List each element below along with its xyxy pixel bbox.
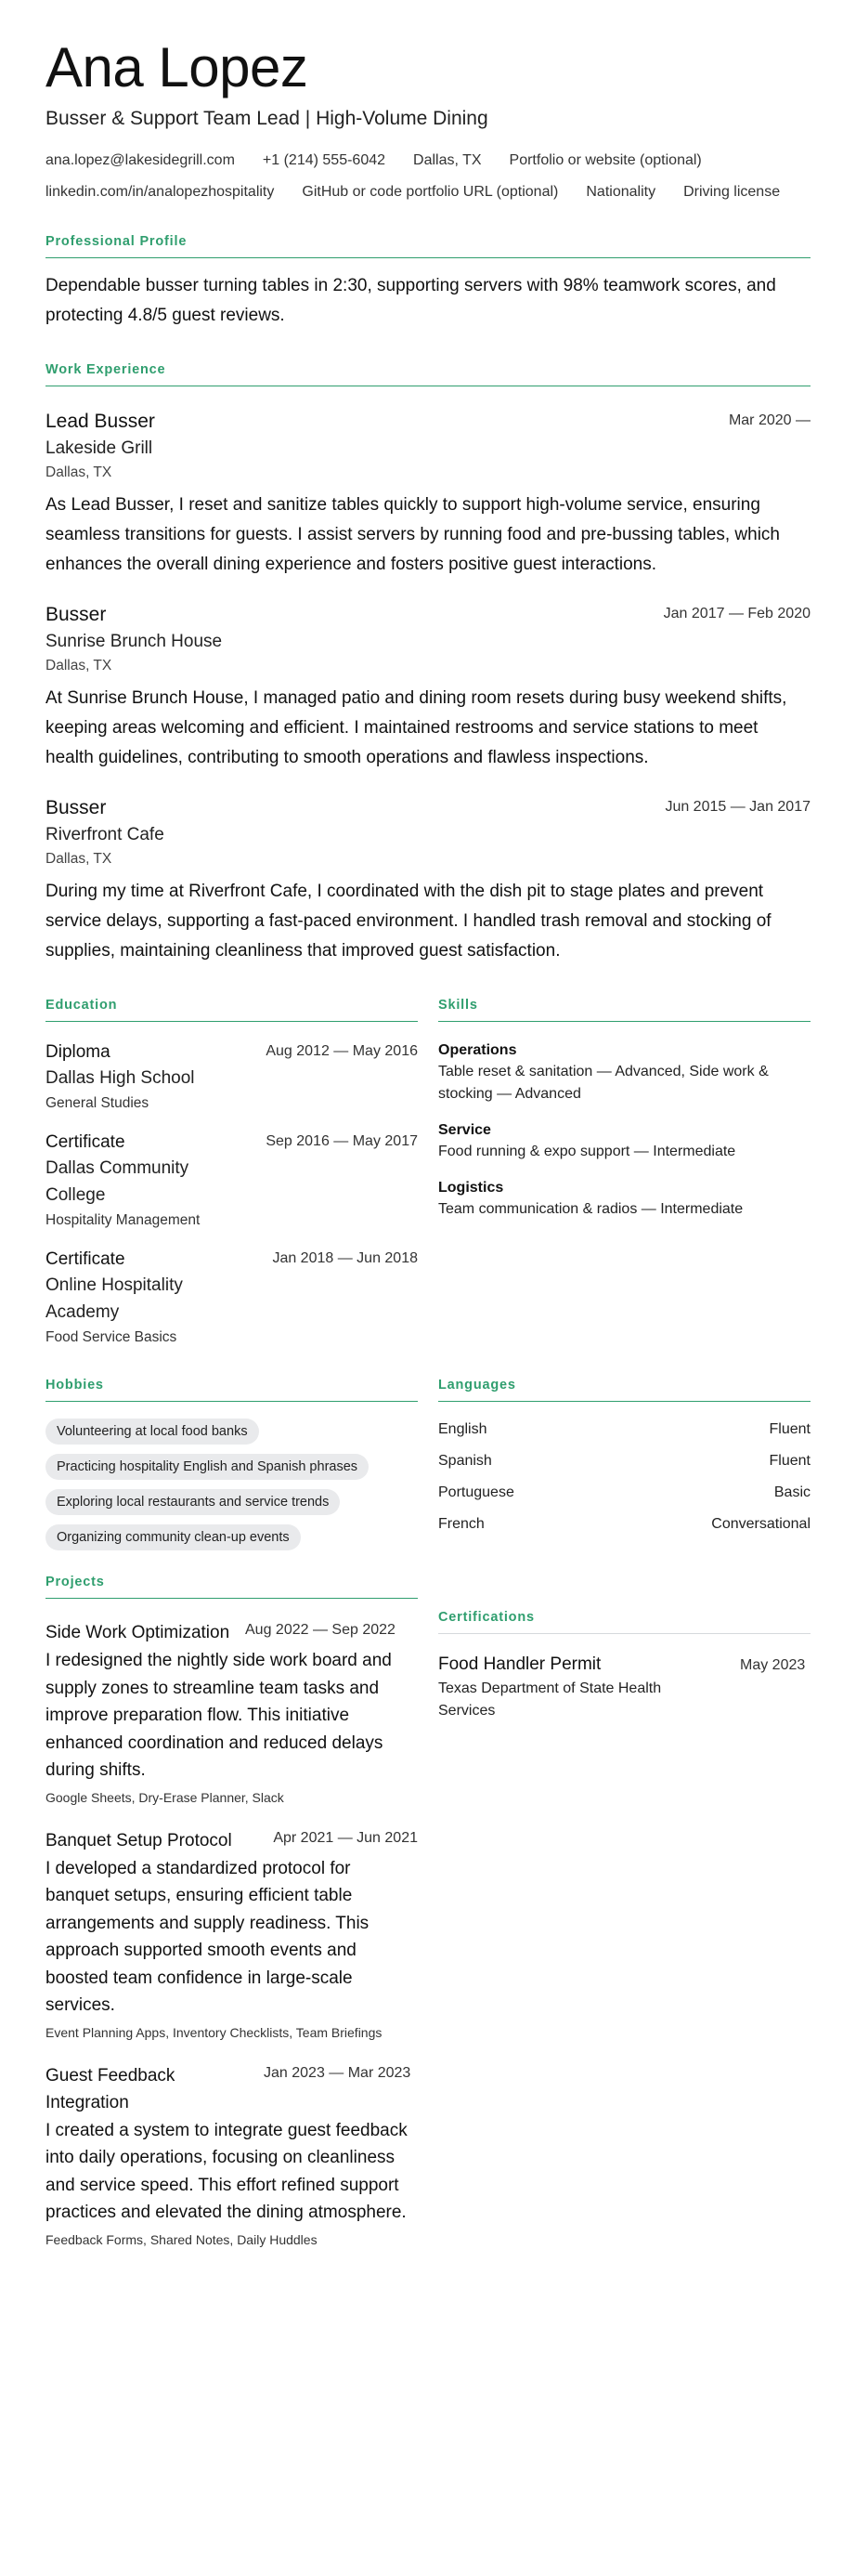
hobbies-languages-row bbox=[45, 1378, 811, 1550]
section-title: Hobbies bbox=[45, 1378, 418, 1402]
contact-driving-license: Driving license bbox=[683, 184, 781, 200]
job-company: Lakeside Grill bbox=[45, 438, 153, 458]
project-tools: Event Planning Apps, Inventory Checklists, Team Briefings bbox=[45, 2024, 383, 2040]
skill-category: Service bbox=[438, 1122, 491, 1138]
projects-certifications-row bbox=[45, 1575, 811, 2249]
skill-items: Team communication & radios — Intermediate bbox=[438, 1201, 744, 1217]
education-school: Online Hospitality Academy bbox=[45, 1275, 183, 1322]
section-title: Skills bbox=[438, 998, 811, 1022]
skill-group bbox=[438, 1122, 811, 1163]
contact-location: Dallas, TX bbox=[413, 152, 482, 168]
project-date: Apr 2021 — Jun 2021 bbox=[273, 1829, 418, 1846]
section-title: Work Experience bbox=[45, 362, 811, 386]
education-field: Hospitality Management bbox=[45, 1212, 201, 1228]
hobby-chip: Volunteering at local food banks bbox=[45, 1419, 259, 1445]
language-name: Portuguese bbox=[438, 1484, 514, 1500]
skill-category: Operations bbox=[438, 1042, 517, 1058]
project-title: Banquet Setup Protocol bbox=[45, 1830, 232, 1850]
language-row bbox=[438, 1484, 811, 1502]
education-degree: Certificate bbox=[45, 1249, 125, 1269]
profile-text: Dependable busser turning tables in 2:30, supporting servers with 98% teamwork scores, and protecting 4.8/5 guest reviews. bbox=[45, 276, 776, 325]
project-description: I created a system to integrate guest feedback into daily operations, focusing on cleanliness and service speed. This effort refined support practices and elevated the dining atmosphere. bbox=[45, 2120, 408, 2222]
experience-section bbox=[45, 362, 811, 966]
skill-category: Logistics bbox=[438, 1180, 504, 1196]
language-level: Fluent bbox=[769, 1453, 811, 1469]
skill-items: Table reset & sanitation — Advanced, Side work & stocking — Advanced bbox=[438, 1064, 769, 1102]
language-level: Basic bbox=[773, 1484, 811, 1500]
education-entry bbox=[45, 1249, 418, 1346]
project-title: Guest Feedback Integration bbox=[45, 2065, 175, 2112]
education-date: Aug 2012 — May 2016 bbox=[266, 1043, 418, 1059]
contact-nationality: Nationality bbox=[586, 184, 656, 200]
language-row bbox=[438, 1420, 811, 1439]
contact-phone[interactable]: +1 (214) 555-6042 bbox=[262, 152, 386, 168]
profile-section bbox=[45, 234, 811, 331]
education-school: Dallas Community College bbox=[45, 1158, 189, 1205]
skill-items: Food running & expo support — Intermediate bbox=[438, 1144, 736, 1159]
education-field: General Studies bbox=[45, 1095, 149, 1111]
education-entry bbox=[45, 1132, 418, 1229]
section-title: Education bbox=[45, 998, 418, 1022]
project-tools: Google Sheets, Dry-Erase Planner, Slack bbox=[45, 1789, 284, 1805]
section-title: Certifications bbox=[438, 1610, 811, 1634]
job-description: During my time at Riverfront Cafe, I coordinated with the dish pit to stage plates and prevent service delays, supporting a fast-paced environment. I handled trash removal and stocking of supplies, maintaining cleanliness that improved guest satisfaction. bbox=[45, 882, 772, 961]
job-location: Dallas, TX bbox=[45, 464, 112, 480]
job-title: Lead Busser bbox=[45, 411, 155, 432]
language-name: English bbox=[438, 1421, 487, 1437]
candidate-name: Ana Lopez bbox=[45, 36, 308, 98]
education-date: Jan 2018 — Jun 2018 bbox=[272, 1250, 418, 1266]
education-degree: Diploma bbox=[45, 1042, 110, 1062]
resume-header bbox=[45, 37, 811, 203]
job-entry bbox=[45, 797, 811, 966]
certification-entry bbox=[438, 1654, 811, 1722]
hobbies-section bbox=[45, 1378, 418, 1550]
contact-email[interactable]: ana.lopez@lakesidegrill.com bbox=[45, 152, 235, 168]
education-date: Sep 2016 — May 2017 bbox=[266, 1133, 418, 1149]
job-company: Sunrise Brunch House bbox=[45, 632, 223, 651]
projects-section bbox=[45, 1575, 418, 2249]
job-company: Riverfront Cafe bbox=[45, 825, 164, 844]
certification-date: May 2023 bbox=[740, 1657, 806, 1673]
section-title: Languages bbox=[438, 1378, 811, 1402]
job-location: Dallas, TX bbox=[45, 851, 112, 867]
project-date: Jan 2023 — Mar 2023 bbox=[264, 2064, 411, 2081]
language-list bbox=[438, 1420, 811, 1534]
section-title: Professional Profile bbox=[45, 234, 811, 258]
education-section bbox=[45, 998, 418, 1346]
skill-group bbox=[438, 1042, 811, 1105]
language-name: Spanish bbox=[438, 1453, 492, 1469]
section-title: Projects bbox=[45, 1575, 418, 1599]
education-field: Food Service Basics bbox=[45, 1329, 177, 1345]
hobby-chip: Organizing community clean-up events bbox=[45, 1524, 301, 1550]
education-degree: Certificate bbox=[45, 1132, 125, 1152]
certification-name: Food Handler Permit bbox=[438, 1654, 602, 1674]
job-entry bbox=[45, 411, 811, 580]
project-description: I redesigned the nightly side work board and supply zones to streamline team tasks and improve preparation flow. This initiative enhanced coordination and reduced delays during shifts. bbox=[45, 1651, 392, 1780]
job-date: Mar 2020 — bbox=[728, 412, 811, 428]
skills-section bbox=[438, 998, 811, 1346]
project-tools: Feedback Forms, Shared Notes, Daily Huddles bbox=[45, 2231, 318, 2247]
education-entry bbox=[45, 1042, 418, 1112]
project-entry bbox=[45, 2062, 418, 2249]
job-description: At Sunrise Brunch House, I managed patio and dining room resets during busy weekend shifts, keeping areas welcoming and efficient. I maintained restrooms and service stations to meet health guidelines, contributing to smooth operations and flawless inspections. bbox=[45, 688, 787, 767]
language-name: French bbox=[438, 1516, 485, 1532]
certifications-section bbox=[438, 1575, 811, 2249]
project-entry bbox=[45, 1619, 418, 1807]
language-row bbox=[438, 1515, 811, 1534]
language-level: Fluent bbox=[769, 1421, 811, 1437]
hobby-list bbox=[45, 1419, 418, 1550]
contact-list bbox=[45, 150, 811, 203]
job-date: Jun 2015 — Jan 2017 bbox=[665, 799, 811, 815]
contact-linkedin[interactable]: linkedin.com/in/analopezhospitality bbox=[45, 184, 275, 200]
contact-github[interactable]: GitHub or code portfolio URL (optional) bbox=[302, 184, 559, 200]
education-school: Dallas High School bbox=[45, 1068, 195, 1088]
contact-portfolio[interactable]: Portfolio or website (optional) bbox=[509, 152, 702, 168]
job-location: Dallas, TX bbox=[45, 658, 112, 673]
candidate-headline: Busser & Support Team Lead | High-Volume Dining bbox=[45, 108, 488, 129]
education-skills-row bbox=[45, 998, 811, 1346]
job-title: Busser bbox=[45, 604, 107, 625]
hobby-chip: Practicing hospitality English and Spanish phrases bbox=[45, 1454, 369, 1480]
job-description: As Lead Busser, I reset and sanitize tables quickly to support high-volume service, ensuring seamless transitions for guests. I assist servers by running food and pre-bussing tables, which enhances the overall dining experience and fosters positive guest interactions. bbox=[45, 495, 780, 574]
project-date: Aug 2022 — Sep 2022 bbox=[245, 1622, 396, 1638]
project-title: Side Work Optimization bbox=[45, 1623, 230, 1642]
language-level: Conversational bbox=[711, 1516, 811, 1532]
project-entry bbox=[45, 1827, 418, 2042]
language-row bbox=[438, 1452, 811, 1471]
certification-issuer: Texas Department of State Health Services bbox=[438, 1680, 662, 1719]
skill-group bbox=[438, 1180, 811, 1221]
job-date: Jan 2017 — Feb 2020 bbox=[663, 606, 811, 621]
job-title: Busser bbox=[45, 797, 107, 818]
job-entry bbox=[45, 604, 811, 773]
hobby-chip: Exploring local restaurants and service trends bbox=[45, 1489, 340, 1515]
languages-section bbox=[438, 1378, 811, 1550]
project-description: I developed a standardized protocol for banquet setups, ensuring efficient table arrangements and supply readiness. This approach supported smooth events and boosted team confidence in large-scale services. bbox=[45, 1858, 370, 2015]
